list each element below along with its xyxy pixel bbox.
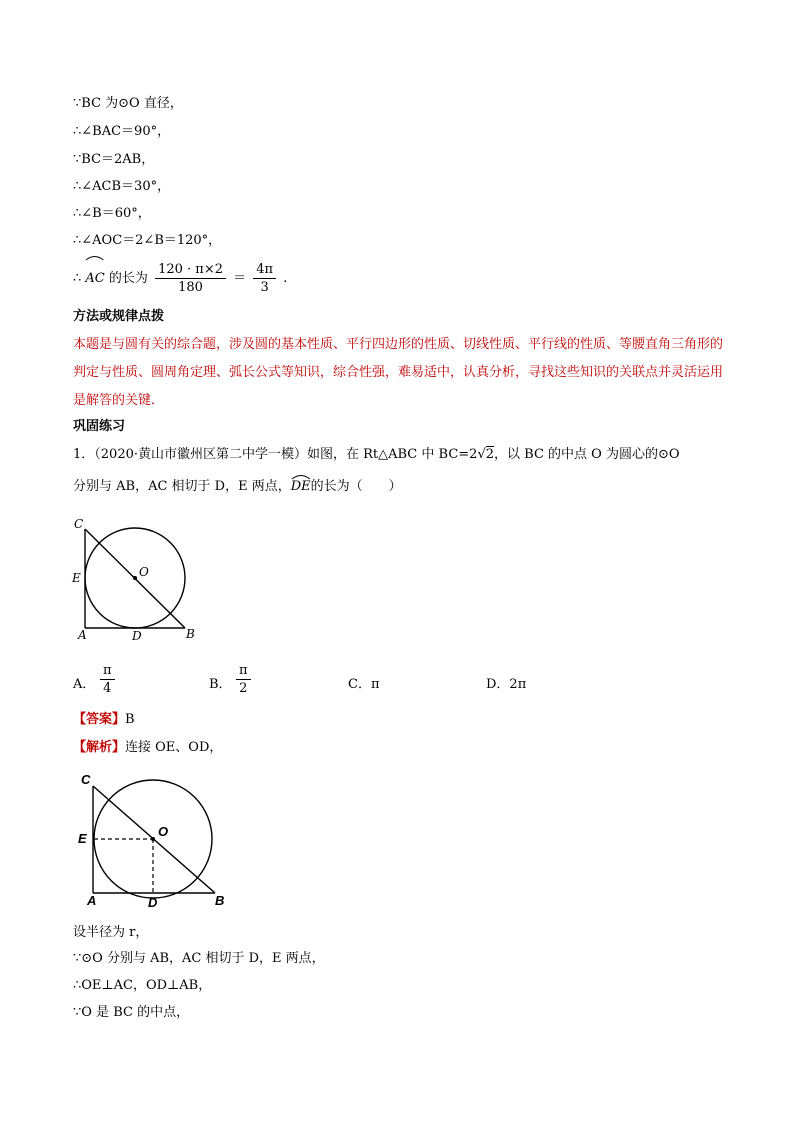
therefore-symbol: ∴: [73, 271, 82, 286]
label-b: B: [215, 893, 225, 908]
question-1-text-line2: 分别与 AB，AC 相切于 D，E 两点，: [73, 479, 291, 494]
sqrt-radicand: 2: [485, 447, 495, 462]
option-d[interactable]: D．2π: [486, 677, 527, 692]
proof-line-7: [73, 259, 287, 299]
label-e: E: [78, 831, 87, 846]
analysis-text: 连接 OE、OD，: [125, 740, 223, 755]
analysis-tag: 【解析】: [73, 740, 126, 755]
question-1-text: 1．（2020·黄山市徽州区第二中学一模）如图，在 Rt△ABC 中 BC=2: [73, 447, 478, 462]
answer-line: [73, 711, 135, 729]
arc-mark-icon: [85, 253, 104, 261]
label-c: C: [74, 517, 84, 531]
practice-heading: 巩固练习: [73, 419, 126, 434]
fraction-numerator: 4π: [253, 261, 276, 279]
option-a[interactable]: A． $\frac{\pi}{4}$: [73, 662, 183, 704]
label-d: D: [148, 895, 158, 910]
method-heading: 方法或规律点拨: [73, 309, 165, 324]
proof-line-4: ∴∠ACB＝30°，: [73, 179, 171, 194]
option-c[interactable]: C．π: [348, 677, 380, 692]
arc-ac: AC: [85, 259, 104, 299]
proof-line-2: ∴∠BAC＝90°，: [73, 124, 171, 139]
arc-mark-icon: [291, 472, 311, 480]
solution-line-1: 设半径为 r，: [73, 925, 149, 940]
period: .: [283, 271, 288, 286]
label-d: D: [132, 629, 142, 643]
question-1-answer-blank: 的长为（ ）: [310, 479, 402, 494]
label-o: O: [139, 565, 149, 579]
label-b: B: [186, 627, 195, 641]
answer-tag: 【答案】: [73, 712, 126, 727]
question-1-line-1: [73, 446, 680, 464]
option-b-fraction: $\frac{\pi}{2}$: [236, 662, 251, 697]
proof-line-3: ∵BC＝2AB，: [73, 152, 155, 167]
arc-length-label: 的长为: [108, 271, 148, 286]
solution-line-4: ∵O 是 BC 的中点，: [73, 1005, 190, 1020]
option-a-fraction: $\frac{\pi}{4}$: [100, 662, 115, 697]
fraction-denominator: 180: [178, 280, 203, 295]
solution-line-2: ∵⊙O 分别与 AB，AC 相切于 D，E 两点，: [73, 951, 325, 966]
label-e: E: [72, 571, 81, 585]
label-o: O: [158, 824, 169, 839]
analysis-line: [73, 739, 222, 757]
question-1-line-2: [73, 478, 402, 496]
fraction-result: [253, 261, 276, 296]
label-c: C: [81, 772, 91, 787]
fraction-numerator: 120 · π×2: [155, 261, 226, 279]
equals-sign: ＝: [233, 271, 247, 286]
figure-1-triangle-circle: [66, 512, 206, 647]
arc-de: DE: [291, 478, 311, 496]
sqrt-symbol-icon: √: [477, 447, 486, 462]
method-text: 本题是与圆有关的综合题，涉及圆的基本性质、平行四边形的性质、切线性质、平行线的性质、等腰直角三角形的判定与性质、圆周角定理、弧长公式等知识，综合性强，难易适中，认真分析，寻找这些知识的关联点并灵活运用是解答的关键．: [73, 337, 724, 408]
proof-line-6: ∴∠AOC＝2∠B＝120°，: [73, 233, 222, 248]
fraction-arc-formula: [155, 261, 226, 296]
proof-line-5: ∴∠B＝60°，: [73, 206, 151, 221]
proof-line-1: ∵BC 为⊙O 直径，: [73, 96, 183, 111]
label-a: A: [87, 893, 97, 908]
question-1-text-cont: ，以 BC 的中点 O 为圆心的⊙O: [494, 447, 680, 462]
label-a: A: [78, 628, 87, 642]
solution-line-3: ∴OE⊥AC，OD⊥AB，: [73, 978, 212, 993]
figure-2-triangle-circle: [72, 768, 242, 913]
answer-value: B: [125, 712, 135, 727]
option-b[interactable]: B． $\frac{\pi}{2}$: [209, 662, 319, 704]
fraction-denominator: 3: [260, 280, 269, 295]
